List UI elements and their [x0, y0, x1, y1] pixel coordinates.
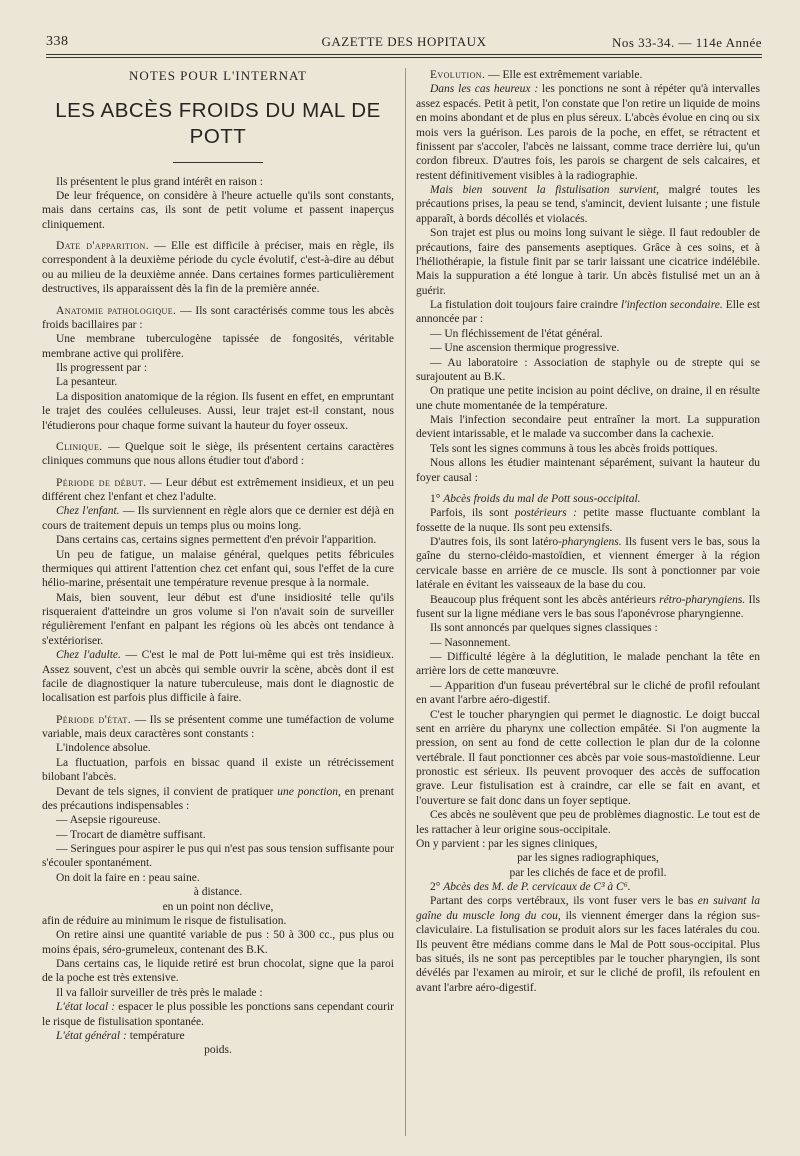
- title-separator: [173, 162, 263, 163]
- subsection-heading: Chez l'adulte.: [56, 649, 121, 662]
- section-heading: Anatomie pathologique.: [56, 304, 177, 317]
- paragraph-local: [42, 1000, 394, 1029]
- paragraph-etat: [42, 713, 394, 742]
- paragraph: par les clichés de face et de profil.: [509, 866, 667, 879]
- emphasis: l'infection secondaire.: [620, 299, 723, 311]
- subsection-title: Abcès des M. de P. cervicaux de C³ à C⁶.: [443, 881, 631, 893]
- paragraph-text: — Ils surviennent en règle alors que ce dernier est déjà en cours de traitement depuis un temps plus ou moins long.: [42, 505, 394, 532]
- list-item: — Seringues pour aspirer le pus qui n'est pas sous tension suffisante pour s'écouler spontanément.: [42, 843, 394, 870]
- list-number: 1°: [430, 492, 444, 505]
- header-rule-top: [46, 54, 762, 55]
- paragraph: [416, 535, 760, 593]
- paragraph: Dans certains cas, certains signes permettent d'en prévoir l'apparition.: [56, 534, 377, 547]
- paragraph-date: [42, 239, 394, 297]
- paragraph: [416, 183, 760, 226]
- subsection-title: Abcès froids du mal de Pott sous-occipital.: [443, 492, 641, 505]
- paragraph-text: Elle est annoncée par :: [416, 299, 760, 326]
- paragraph: Ils progressent par :: [56, 362, 148, 374]
- paragraph: [416, 82, 760, 183]
- paragraph: Ils sont annoncés par quelques signes classiques :: [430, 622, 658, 635]
- emphasis: en suivant la gaîne du muscle long du cou,: [416, 895, 760, 922]
- emphasis: L'état général :: [56, 1029, 127, 1042]
- section-kicker: NOTES POUR L'INTERNAT: [129, 68, 307, 83]
- paragraph-text: — Elle est difficile à préciser, mais en règle, ils correspondent à la deuxième période du cycle évolutif, c'est-à-dire au début ou au milieu de la deuxième année. Dans certaines formes particulièrement destructives, ils apparaissent dès la fin de la première année.: [42, 240, 394, 296]
- list-item: — Trocart de diamètre suffisant.: [56, 828, 206, 841]
- section-heading: Clinique.: [56, 440, 103, 453]
- list-item: — Nasonnement.: [430, 636, 511, 649]
- emphasis: une ponction,: [277, 785, 341, 798]
- list-item: — Au laboratoire : Association de staphyle ou de strepte qui se surajoutent au B.K.: [416, 356, 760, 383]
- header-rule-bottom: [46, 57, 762, 58]
- section-heading: Période de début.: [56, 476, 147, 489]
- paragraph: Mais l'infection secondaire peut entraîner la mort. La suppuration devient intarissable, et le malade va succomber dans la cachexie.: [416, 414, 760, 441]
- paragraph: Ils présentent le plus grand intérêt en raison :: [56, 175, 263, 188]
- paragraph-text: petite masse fluctuante comblant la fossette de la nuque. Ils sont peu extensifs.: [416, 507, 760, 534]
- emphasis: Dans les cas heureux :: [430, 83, 539, 96]
- paragraph-text: les ponctions ne sont à répéter qu'à intervalles assez espacés. Petit à petit, l'on constate que l'on retire un liquide de moins en moins abondant et de plus en plus séreux. L'abcès évolue en cinq ou six mois vers la guérison. Les parois de la poche, en effet, se rétractent et finissent par s'accoler, l'abcès ne laissant, comme trace derrière lui, qu'un cordon fibreux. D'autres fois, les parois se chargent de sels calcaires, et restent définitivement visibles à la radiographie.: [416, 83, 760, 182]
- paragraph-text: Partant des corps vertébraux, ils vont fuser vers le bas: [430, 895, 698, 908]
- paragraph: poids.: [204, 1044, 232, 1057]
- paragraph: Ces abcès ne soulèvent que peu de problèmes diagnostic. Le tout est de les rattacher à leur origine sous-occipitale.: [416, 809, 760, 836]
- paragraph: C'est le toucher pharyngien qui permet le diagnostic. Le doigt buccal sent en arrière du pharynx une collection empâtée. Si l'on augmente la pression, on sent au fond de cette collection le plan dur de la colonne vertébrale. Il faut ponctionner ces abcès par voie sous-mastoïdienne. Leur pronostic est sérieux. Ils peuvent provoquer des accès de suffocation grave. Leur fistulisation est à craindre, car elle se fait en avant, et l'ouverture se fait donc dans un foyer septique.: [416, 708, 760, 807]
- left-column: [42, 64, 394, 1058]
- list-item: — Asepsie rigoureuse.: [56, 814, 161, 827]
- article-title: LES ABCÈS FROIDS DU MAL DE POTT: [55, 99, 381, 148]
- paragraph-clinique: [42, 440, 394, 469]
- issue-number: Nos 33-34. — 114e Année: [611, 35, 762, 50]
- paragraph: On retire ainsi une quantité variable de pus : 50 à 300 cc., pus plus ou moins épais, séro-grumeleux, contenant des B.K.: [42, 929, 394, 956]
- paragraph-evolution: [416, 68, 760, 82]
- emphasis: pharyngiens.: [561, 536, 622, 548]
- paragraph-enfant: [42, 504, 394, 533]
- paragraph-debut: [42, 476, 394, 505]
- paragraph: [416, 894, 760, 995]
- paragraph-adulte: [42, 648, 394, 706]
- paragraph: Il va falloir surveiller de très près le malade :: [56, 986, 263, 999]
- paragraph-text: Parfois, ils sont: [430, 507, 515, 520]
- list-item: — Apparition d'un fuseau prévertébral sur le cliché de profil refoulant en avant l'arbre aéro-digestif.: [416, 679, 760, 707]
- paragraph: Son trajet est plus ou moins long suivant le siège. Il faut redoubler de précautions, faire des pansements aseptiques. Grâce à ces soins, et à l'héliothérapie, la fistule finit par se tarir laissant une cicatrice indélébile. Mais la suppuration a été longue à tarir. Un abcès fistulisé met un an à guérir.: [416, 227, 760, 297]
- paragraph-ponction: [42, 785, 394, 814]
- paragraph-text: Devant de tels signes, il convient de pratiquer: [56, 785, 278, 798]
- subsection-heading: Chez l'enfant.: [56, 505, 120, 518]
- paragraph: par les signes radiographiques,: [517, 852, 659, 865]
- paragraph: [416, 506, 760, 535]
- paragraph-text: Ils fusent sur la ligne médiane vers le bas sous l'aponévrose pharyngienne.: [416, 593, 760, 620]
- paragraph: On y parvient : par les signes cliniques,: [416, 837, 598, 850]
- paragraph: De leur fréquence, on considère à l'heure actuelle qu'ils sont constants, mais dans certains cas, ils sont de petit volume et passent inaperçus cliniquement.: [42, 189, 394, 231]
- paragraph-text: — Leur début est extrêmement insidieux, et un peu différent chez l'enfant et chez l'adulte.: [42, 476, 394, 503]
- page-number: 338: [46, 34, 69, 49]
- list-item: — Un fléchissement de l'état général.: [430, 327, 603, 340]
- paragraph: On doit la faire en : peau saine.: [56, 871, 200, 884]
- paragraph: La pesanteur.: [56, 376, 118, 389]
- paragraph-text: température: [126, 1029, 185, 1042]
- paragraph-text: espacer le plus possible les ponctions sans cependant courir le risque de fistulisation spontanée.: [42, 1001, 394, 1028]
- emphasis: postérieurs :: [514, 507, 577, 520]
- paragraph-text: — Quelque soit le siège, ils présentent certains caractères cliniques communs que nous allons étudier tout d'abord :: [42, 440, 394, 468]
- paragraph-text: malgré toutes les précautions prises, la peau se tend, s'amincit, devient luisante ; une fistule apparaît, à bords décollés et violacés.: [416, 184, 760, 225]
- paragraph: Nous allons les étudier maintenant séparément, suivant la hauteur du foyer causal :: [416, 457, 760, 484]
- paragraph: en un point non déclive,: [162, 900, 274, 913]
- paragraph-text: ils viennent émerger dans la région sus-claviculaire. La fistulisation se produit alors sur les faces latérales du cou. Ils peuvent être médians comme dans le Mal de Pott sous-occipital. Plus bas situés, ils ne sont pas perceptibles par le toucher pharyngien, ils sont dévélés par l'examen au miroir, et sur le cliché de profil, ils refoulent en avant l'arbre aéro-digestif.: [416, 909, 760, 994]
- page-header: [46, 32, 762, 56]
- paragraph: à distance.: [193, 886, 243, 899]
- paragraph-text: — Ils se présentent comme une tuméfaction de volume variable, mais deux caractères sont constants :: [42, 713, 395, 740]
- paragraph: Une membrane tuberculogène tapissée de fongosités, véritable membrane active qui prolifère.: [42, 333, 394, 360]
- paragraph-text: Ils fusent vers le bas, sous la gaîne du sterno-cléido-mastoïdien, et viennent émerger à la région cervicale basse en arrière de ce muscle. Ils sont à ponctionner par voie latérale en évitant les vaisseaux de la base du cou.: [416, 536, 760, 592]
- paragraph: [416, 593, 760, 622]
- list-item: — Difficulté légère à la déglutition, le malade penchant la tête en arrière lors de cette manœuvre.: [416, 651, 760, 678]
- emphasis: L'état local :: [56, 1001, 116, 1014]
- journal-title: GAZETTE DES HOPITAUX: [321, 34, 487, 49]
- paragraph: afin de réduire au minimum le risque de fistulisation.: [42, 914, 287, 927]
- paragraph-text: — Ils sont caractérisés comme tous les abcès froids bacillaires par :: [42, 304, 394, 331]
- list-number: 2°: [430, 881, 444, 893]
- paragraph: Un peu de fatigue, un malaise général, quelques petits fébricules thermiques qui attirent l'attention chez cet enfant qui, sous l'effet de la cure hélio-marine, présentait une température revenue presque à la normale.: [42, 548, 394, 590]
- right-column: [416, 68, 760, 995]
- subsection-2-heading: [416, 880, 760, 894]
- subsection-1-heading: [416, 492, 760, 506]
- paragraph-text: Beaucoup plus fréquent sont les abcès antérieurs: [430, 593, 660, 606]
- paragraph-text: — Elle est extrêmement variable.: [485, 69, 643, 81]
- section-heading: Période d'état.: [56, 713, 131, 726]
- paragraph: Tels sont les signes communs à tous les abcès froids pottiques.: [430, 442, 718, 455]
- paragraph-text: D'autres fois, ils sont latéro-: [430, 536, 562, 548]
- paragraph: On pratique une petite incision au point déclive, on draine, il en résulte une chute momentanée de la température.: [416, 385, 760, 412]
- paragraph-general: [42, 1029, 394, 1043]
- paragraph-text: — C'est le mal de Pott lui-même qui est très insidieux. Assez souvent, c'est un abcès qui semble ouvrir la scène, abcès dont il est facile de diagnostiquer la nature tuberculeuse, mais dont le diagnostic de localisation est parfois plus difficile à faire.: [42, 649, 394, 705]
- paragraph-text: en prenant des précautions indispensables :: [42, 785, 394, 812]
- paragraph: Dans certains cas, le liquide retiré est brun chocolat, signe que la paroi de la poche est très extensive.: [42, 958, 394, 985]
- paragraph: La fluctuation, parfois en bissac quand il existe un rétrécissement bilobant l'abcès.: [42, 756, 394, 784]
- emphasis: Mais bien souvent la fistulisation survient,: [430, 184, 660, 196]
- paragraph: L'indolence absolue.: [56, 742, 151, 755]
- paragraph-text: La fistulation doit toujours faire craindre: [430, 299, 621, 311]
- paragraph: La disposition anatomique de la région. Ils fusent en effet, en empruntant le trajet des coulées celluleuses. Aussi, leur trajet est-il constant, nous l'étudierons pour chaque forme suivant la hauteur du foyer osseux.: [42, 390, 394, 432]
- list-item: — Une ascension thermique progressive.: [430, 342, 620, 355]
- section-heading: Date d'apparition.: [56, 240, 149, 252]
- paragraph-anatomie: [42, 304, 394, 333]
- paragraph: Mais, bien souvent, leur début est d'une insidiosité telle qu'ils risqueraient d'atteindre un gros volume si l'on n'avait soin de surveiller régulièrement l'enfant en palpant les régions où les abcès ont tendance à s'extérioriser.: [42, 591, 394, 647]
- column-divider: [405, 68, 406, 1136]
- paragraph: [416, 298, 760, 327]
- emphasis: rétro-pharyngiens.: [659, 593, 746, 606]
- section-heading: Evolution.: [430, 69, 486, 81]
